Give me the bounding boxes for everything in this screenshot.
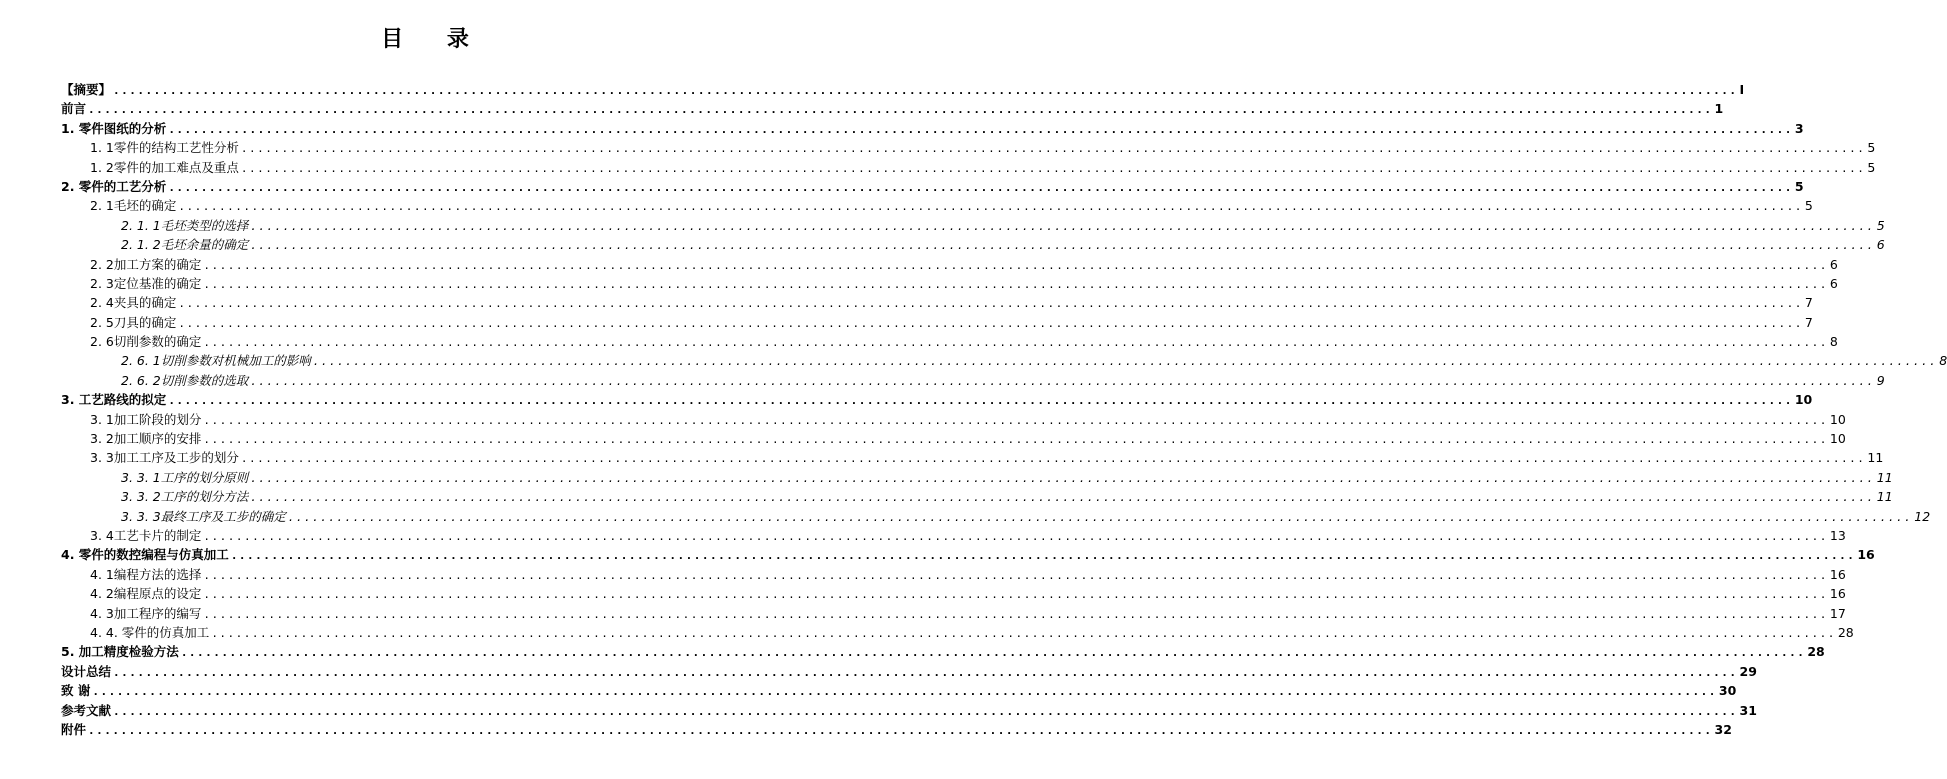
toc-entry-page-number: 10 [1829, 411, 1846, 427]
toc-entry-page-number: 5 [1794, 178, 1804, 194]
toc-entry[interactable] [61, 604, 1846, 623]
dot-leader: ........................................................................................................................................................................................................ [168, 394, 1793, 408]
toc-entry-page-number: 5 [1804, 198, 1813, 214]
dot-leader: ........................................................................................................................................................................................................ [250, 374, 1875, 388]
toc-entry-page-number: 32 [1714, 721, 1732, 737]
toc-entry-label: 5. 加工精度检验方法 [61, 644, 179, 660]
toc-entry[interactable] [61, 274, 1838, 293]
toc-entry-label: 【摘要】 [61, 82, 112, 97]
toc-entry-page-number: 31 [1739, 702, 1757, 718]
dot-leader: ........................................................................................................................................................................................................ [180, 646, 1806, 660]
dot-leader: ........................................................................................................................................................................................................ [113, 665, 1738, 679]
toc-entry-label: 设计总结 [61, 663, 112, 679]
toc-entry-label: 2. 2加工方案的确定 [90, 256, 202, 272]
toc-entry[interactable] [61, 507, 1931, 526]
dot-leader: ........................................................................................................................................................................................................ [203, 588, 1828, 602]
toc-entry-page-number: 8 [1829, 334, 1838, 350]
toc-entry-page-number: 28 [1807, 644, 1825, 660]
toc-entry[interactable] [61, 487, 1893, 506]
dot-leader: ........................................................................................................................................................................................................ [178, 316, 1803, 330]
dot-leader: ........................................................................................................................................................................................................ [211, 626, 1836, 640]
toc-entry[interactable] [61, 216, 1885, 235]
dot-leader: ........................................................................................................................................................................................................ [250, 491, 1875, 505]
toc-entry[interactable] [61, 410, 1846, 429]
toc-entry-label: 2. 1. 2毛坯余量的确定 [121, 237, 249, 253]
toc-entry[interactable] [61, 371, 1885, 390]
dot-leader: ........................................................................................................................................................................................................ [240, 142, 1866, 156]
dot-leader: ........................................................................................................................................................................................................ [178, 200, 1803, 214]
dot-leader: ........................................................................................................................................................................................................ [203, 336, 1828, 350]
toc-entry-label: 2. 3定位基准的确定 [90, 275, 202, 291]
toc-entry-page-number: 5 [1867, 140, 1876, 156]
toc-entry-page-number: 3 [1794, 120, 1804, 136]
dot-leader: ........................................................................................................................................................................................................ [240, 452, 1866, 466]
toc-entry[interactable] [61, 177, 1804, 196]
toc-entry[interactable] [61, 138, 1876, 157]
toc-entry-page-number: 6 [1876, 237, 1885, 253]
toc-entry[interactable] [61, 720, 1732, 739]
toc-entry-page-number: 13 [1829, 527, 1846, 543]
toc-entry-page-number: 11 [1876, 469, 1893, 485]
toc-entry-page-number: 7 [1804, 314, 1813, 330]
toc-entry[interactable] [61, 119, 1804, 138]
table-of-contents [61, 80, 1947, 739]
toc-entry-page-number: 6 [1829, 275, 1838, 291]
toc-entry-page-number: 5 [1867, 159, 1876, 175]
toc-entry[interactable] [61, 390, 1813, 409]
toc-entry-page-number: 16 [1857, 547, 1875, 563]
toc-entry-label: 3. 3. 3最终工序及工步的确定 [121, 508, 286, 524]
toc-entry[interactable] [61, 448, 1884, 467]
toc-entry-page-number: 11 [1867, 450, 1884, 466]
toc-entry-page-number: 5 [1876, 217, 1885, 233]
toc-entry-page-number: 28 [1837, 624, 1854, 640]
toc-entry-label: 1. 2零件的加工难点及重点 [90, 159, 239, 175]
dot-leader: ........................................................................................................................................................................................................ [250, 239, 1875, 253]
toc-entry[interactable] [61, 158, 1876, 177]
toc-entry[interactable] [61, 565, 1846, 584]
dot-leader: ........................................................................................................................................................................................................ [250, 219, 1875, 233]
toc-entry[interactable] [61, 351, 1947, 370]
toc-entry-page-number: 10 [1794, 392, 1813, 408]
toc-entry-page-number: 16 [1829, 566, 1846, 582]
dot-leader: ........................................................................................................................................................................................................ [203, 607, 1828, 621]
toc-entry-page-number: 17 [1829, 605, 1846, 621]
toc-entry-page-number: 11 [1876, 489, 1893, 505]
toc-entry-label: 2. 6. 1切削参数对机械加工的影响 [121, 353, 311, 369]
toc-entry-label: 2. 6切削参数的确定 [90, 334, 202, 350]
toc-entry-label: 附件 [61, 721, 87, 737]
toc-entry-label: 2. 6. 2切削参数的选取 [121, 372, 249, 388]
toc-entry-label: 2. 1毛坯的确定 [90, 198, 177, 214]
dot-leader: ........................................................................................................................................................................................................ [113, 704, 1738, 718]
toc-entry-label: 3. 3加工工序及工步的划分 [90, 450, 239, 466]
toc-entry-page-number: 30 [1718, 683, 1737, 699]
dot-leader: ........................................................................................................................................................................................................ [203, 568, 1828, 582]
toc-entry-label: 1. 1零件的结构工艺性分析 [90, 140, 239, 156]
toc-entry[interactable] [61, 235, 1885, 254]
dot-leader: ........................................................................................................................................................................................................ [203, 277, 1828, 291]
toc-entry-label: 3. 2加工顺序的安排 [90, 431, 202, 447]
toc-entry[interactable] [61, 332, 1838, 351]
dot-leader: ........................................................................................................................................................................................................ [113, 84, 1738, 97]
toc-entry[interactable] [61, 468, 1893, 487]
toc-entry-page-number: 12 [1914, 508, 1931, 524]
toc-entry-label: 4. 3加工程序的编写 [90, 605, 202, 621]
dot-leader: ........................................................................................................................................................................................................ [250, 471, 1875, 485]
dot-leader: ........................................................................................................................................................................................................ [230, 549, 1856, 563]
dot-leader: ........................................................................................................................................................................................................ [287, 510, 1913, 524]
dot-leader: ........................................................................................................................................................................................................ [203, 413, 1828, 427]
dot-leader: ........................................................................................................................................................................................................ [240, 161, 1866, 175]
toc-entry-label: 2. 5刀具的确定 [90, 314, 177, 330]
toc-entry[interactable] [61, 429, 1846, 448]
toc-entry-page-number: 1 [1714, 101, 1724, 117]
toc-entry-label: 4. 零件的数控编程与仿真加工 [61, 547, 229, 563]
toc-entry[interactable] [61, 80, 1745, 99]
toc-entry-label: 4. 1编程方法的选择 [90, 566, 202, 582]
dot-leader: ........................................................................................................................................................................................................ [203, 258, 1828, 272]
dot-leader: ........................................................................................................................................................................................................ [178, 297, 1803, 311]
toc-entry-label: 3. 3. 2工序的划分方法 [121, 489, 249, 505]
toc-entry-page-number: 8 [1939, 353, 1947, 369]
toc-entry-page-number: I [1739, 82, 1745, 97]
dot-leader: ........................................................................................................................................................................................................ [203, 529, 1828, 543]
toc-entry-page-number: 9 [1876, 372, 1885, 388]
toc-entry[interactable] [61, 584, 1846, 603]
toc-entry[interactable] [61, 255, 1838, 274]
toc-entry-label: 1. 零件图纸的分析 [61, 120, 167, 136]
toc-entry[interactable] [61, 701, 1757, 720]
dot-leader: ........................................................................................................................................................................................................ [203, 433, 1828, 447]
toc-entry-page-number: 29 [1739, 663, 1757, 679]
toc-entry[interactable] [61, 545, 1875, 564]
toc-entry-page-number: 10 [1829, 431, 1846, 447]
toc-entry-page-number: 16 [1829, 586, 1846, 602]
toc-entry-label: 前言 [61, 101, 87, 117]
toc-entry[interactable] [61, 313, 1813, 332]
toc-entry-label: 2. 1. 1毛坯类型的选择 [121, 217, 249, 233]
toc-entry-page-number: 6 [1829, 256, 1838, 272]
toc-entry-label: 参考文献 [61, 702, 112, 718]
dot-leader: ........................................................................................................................................................................................................ [92, 685, 1717, 699]
dot-leader: ........................................................................................................................................................................................................ [88, 103, 1713, 117]
toc-entry-label: 致 谢 [61, 683, 91, 699]
page-title: 目 录 [381, 27, 487, 52]
toc-entry[interactable] [61, 196, 1813, 215]
toc-entry[interactable] [61, 623, 1854, 642]
toc-entry-label: 4. 2编程原点的设定 [90, 586, 202, 602]
toc-entry[interactable] [61, 662, 1757, 681]
toc-entry[interactable] [61, 642, 1825, 661]
toc-entry-label: 3. 工艺路线的拟定 [61, 392, 167, 408]
toc-entry-page-number: 7 [1804, 295, 1813, 311]
dot-leader: ........................................................................................................................................................................................................ [88, 723, 1713, 737]
toc-entry-label: 2. 零件的工艺分析 [61, 178, 167, 194]
toc-entry-label: 2. 4夹具的确定 [90, 295, 177, 311]
toc-entry[interactable] [61, 99, 1724, 118]
dot-leader: ........................................................................................................................................................................................................ [168, 122, 1793, 136]
toc-entry-label: 3. 4工艺卡片的制定 [90, 527, 202, 543]
toc-entry[interactable] [61, 681, 1737, 700]
toc-entry[interactable] [61, 526, 1846, 545]
toc-entry-label: 4. 4. 零件的仿真加工 [90, 624, 210, 640]
dot-leader: ........................................................................................................................................................................................................ [312, 355, 1938, 369]
toc-entry[interactable] [61, 293, 1813, 312]
dot-leader: ........................................................................................................................................................................................................ [168, 180, 1793, 194]
toc-entry-label: 3. 3. 1工序的划分原则 [121, 469, 249, 485]
toc-entry-label: 3. 1加工阶段的划分 [90, 411, 202, 427]
